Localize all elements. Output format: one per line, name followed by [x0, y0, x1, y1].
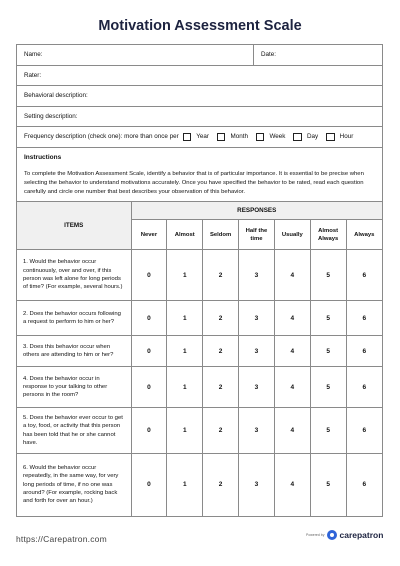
column-header: Half the time — [239, 220, 275, 250]
score-cell[interactable]: 2 — [203, 250, 239, 301]
instructions-section — [17, 148, 382, 202]
date-field[interactable] — [254, 45, 276, 65]
table-row — [17, 336, 382, 367]
column-header: Always — [346, 220, 382, 250]
frequency-option-label: Month — [230, 133, 248, 141]
checkbox[interactable] — [293, 133, 302, 142]
item-question: 1. Would the behavior occur continuously, over and over, if this person was left alone for long periods of time? (For example, several hours.) — [17, 250, 131, 301]
frequency-label: Frequency description (check one): more than once per — [24, 133, 179, 141]
item-question: 4. Does the behavior occur in response to your talking to other persons in the room? — [17, 367, 131, 408]
score-cell[interactable]: 3 — [239, 367, 275, 408]
responses-header: RESPONSES — [131, 202, 382, 220]
score-cell[interactable]: 3 — [239, 454, 275, 516]
frequency-option-week[interactable] — [256, 133, 285, 142]
score-cell[interactable]: 1 — [167, 336, 203, 367]
score-cell[interactable]: 2 — [203, 336, 239, 367]
table-row — [17, 408, 382, 454]
score-cell[interactable]: 2 — [203, 454, 239, 516]
checkbox[interactable] — [217, 133, 226, 142]
rater-label: Rater: — [24, 71, 42, 79]
item-question: 6. Would the behavior occur repeatedly, in the same way, for very long periods of time, if no one was around? (For example, rocking back and forth for over an hour.) — [17, 454, 131, 516]
score-cell[interactable]: 2 — [203, 408, 239, 454]
score-cell[interactable]: 4 — [274, 408, 310, 454]
score-cell[interactable]: 3 — [239, 301, 275, 336]
column-header: Almost — [167, 220, 203, 250]
carepatron-brand — [306, 530, 383, 540]
date-label: Date: — [261, 51, 277, 59]
score-cell[interactable]: 5 — [310, 301, 346, 336]
table-row — [17, 250, 382, 301]
item-question: 2. Does the behavior occurs following a request to perform to him or her? — [17, 301, 131, 336]
column-header: Never — [131, 220, 167, 250]
carepatron-logo-icon — [327, 530, 337, 540]
items-header: ITEMS — [17, 202, 131, 250]
frequency-option-label: Hour — [339, 133, 354, 141]
score-cell[interactable]: 1 — [167, 408, 203, 454]
score-cell[interactable]: 6 — [346, 367, 382, 408]
checkbox[interactable] — [256, 133, 265, 142]
score-cell[interactable]: 5 — [310, 454, 346, 516]
frequency-option-hour[interactable] — [326, 133, 353, 142]
name-date-row — [17, 45, 382, 66]
score-cell[interactable]: 4 — [274, 367, 310, 408]
score-cell[interactable]: 1 — [167, 454, 203, 516]
table-row — [17, 367, 382, 408]
name-label: Name: — [24, 51, 43, 59]
score-cell[interactable]: 6 — [346, 250, 382, 301]
brand-name: carepatron — [339, 530, 384, 540]
assessment-form — [16, 44, 383, 517]
score-cell[interactable]: 1 — [167, 367, 203, 408]
column-header: Seldom — [203, 220, 239, 250]
frequency-option-label: Week — [269, 133, 286, 141]
score-cell[interactable]: 0 — [131, 408, 167, 454]
carepatron-link[interactable]: https://Carepatron.com — [16, 534, 107, 544]
frequency-option-label: Day — [306, 133, 319, 141]
table-row — [17, 454, 382, 516]
score-cell[interactable]: 5 — [310, 250, 346, 301]
responses-table — [17, 202, 382, 516]
score-cell[interactable]: 0 — [131, 301, 167, 336]
rater-field[interactable] — [17, 66, 382, 87]
score-cell[interactable]: 5 — [310, 336, 346, 367]
score-cell[interactable]: 5 — [310, 408, 346, 454]
page-title: Motivation Assessment Scale — [98, 18, 302, 34]
powered-by-label: Powered by — [306, 533, 325, 537]
checkbox[interactable] — [326, 133, 335, 142]
score-cell[interactable]: 3 — [239, 336, 275, 367]
score-cell[interactable]: 6 — [346, 301, 382, 336]
score-cell[interactable]: 1 — [167, 250, 203, 301]
score-cell[interactable]: 4 — [274, 301, 310, 336]
score-cell[interactable]: 0 — [131, 336, 167, 367]
score-cell[interactable]: 2 — [203, 367, 239, 408]
frequency-option-year[interactable] — [183, 133, 209, 142]
score-cell[interactable]: 6 — [346, 408, 382, 454]
score-cell[interactable]: 5 — [310, 367, 346, 408]
column-header: Almost Always — [310, 220, 346, 250]
item-question: 3. Does this behavior occur when others are attending to him or her? — [17, 336, 131, 367]
checkbox[interactable] — [183, 133, 192, 142]
score-cell[interactable]: 4 — [274, 336, 310, 367]
setting-description-field[interactable] — [17, 107, 382, 128]
frequency-option-label: Year — [196, 133, 209, 141]
item-question: 5. Does the behavior ever occur to get a toy, food, or activity that this person has been told that he or she cannot have. — [17, 408, 131, 454]
frequency-row — [17, 127, 382, 148]
score-cell[interactable]: 3 — [239, 408, 275, 454]
frequency-option-day[interactable] — [293, 133, 318, 142]
score-cell[interactable]: 2 — [203, 301, 239, 336]
score-cell[interactable]: 4 — [274, 250, 310, 301]
behavioral-label: Behavioral description: — [24, 92, 88, 100]
behavioral-description-field[interactable] — [17, 86, 382, 107]
score-cell[interactable]: 6 — [346, 336, 382, 367]
score-cell[interactable]: 6 — [346, 454, 382, 516]
score-cell[interactable]: 1 — [167, 301, 203, 336]
frequency-option-month[interactable] — [217, 133, 248, 142]
score-cell[interactable]: 0 — [131, 454, 167, 516]
score-cell[interactable]: 0 — [131, 367, 167, 408]
name-field[interactable] — [17, 45, 254, 65]
score-cell[interactable]: 0 — [131, 250, 167, 301]
instructions-heading: Instructions — [24, 153, 62, 161]
instructions-text: To complete the Motivation Assessment Scale, identify a behavior that is of particular importance. It is essential to be precise when selecting the behavior to understand motivations accurately. Once you have specified the behavior to be rated, read each question carefully and circle one number that best describes your observation of this behavior. — [24, 170, 364, 195]
setting-label: Setting description: — [24, 112, 78, 120]
score-cell[interactable]: 4 — [274, 454, 310, 516]
score-cell[interactable]: 3 — [239, 250, 275, 301]
table-row — [17, 301, 382, 336]
column-header: Usually — [274, 220, 310, 250]
